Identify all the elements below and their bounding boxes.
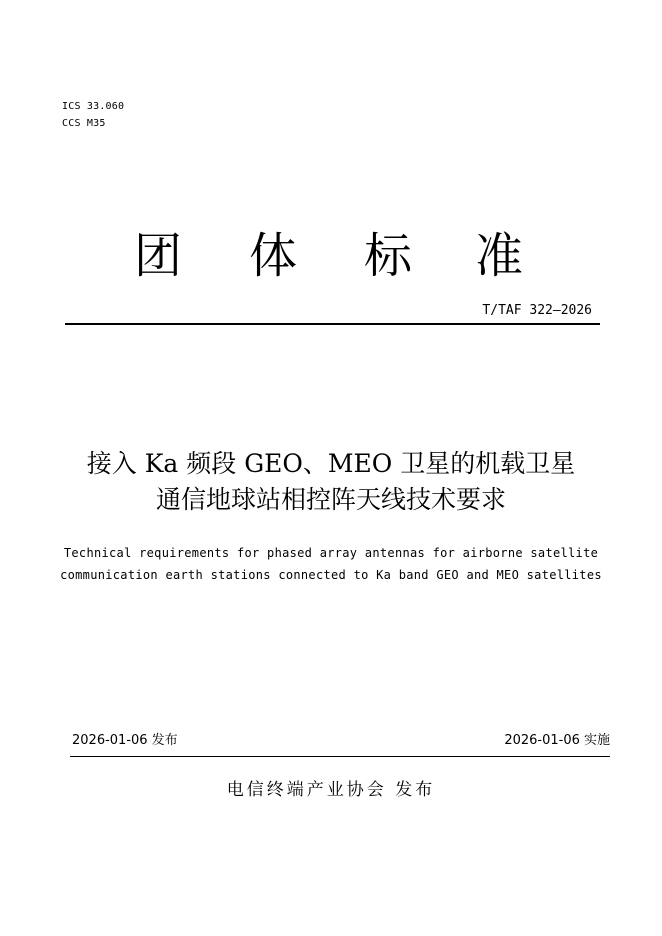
header-divider [65, 323, 600, 325]
standard-number: T/TAF 322—2026 [482, 303, 592, 318]
english-title [0, 542, 662, 586]
publisher: 电信终端产业协会 发布 [226, 780, 436, 800]
chinese-title-line: 通信地球站相控阵天线技术要求 [155, 485, 506, 514]
document-type-char: 准 [474, 228, 523, 284]
chinese-title [0, 446, 662, 518]
footer-divider [70, 756, 610, 757]
document-type-char: 标 [363, 228, 412, 284]
document-type-char: 团 [133, 228, 182, 284]
ccs-code: CCS M35 [62, 118, 106, 129]
document-type-char: 体 [248, 228, 297, 284]
english-title-line: Technical requirements for phased array antennas for airborne satellite [63, 546, 599, 560]
ics-code: ICS 33.060 [62, 101, 125, 112]
classification-codes [62, 98, 124, 132]
english-title-line: communication earth stations connected to Ka band GEO and MEO satellites [60, 568, 602, 582]
chinese-title-line: 接入 Ka 频段 GEO、MEO 卫星的机载卫星 [86, 449, 576, 478]
document-type-heading [0, 224, 662, 288]
implement-date: 2026-01-06 实施 [504, 733, 610, 748]
publish-date: 2026-01-06 发布 [72, 733, 178, 748]
